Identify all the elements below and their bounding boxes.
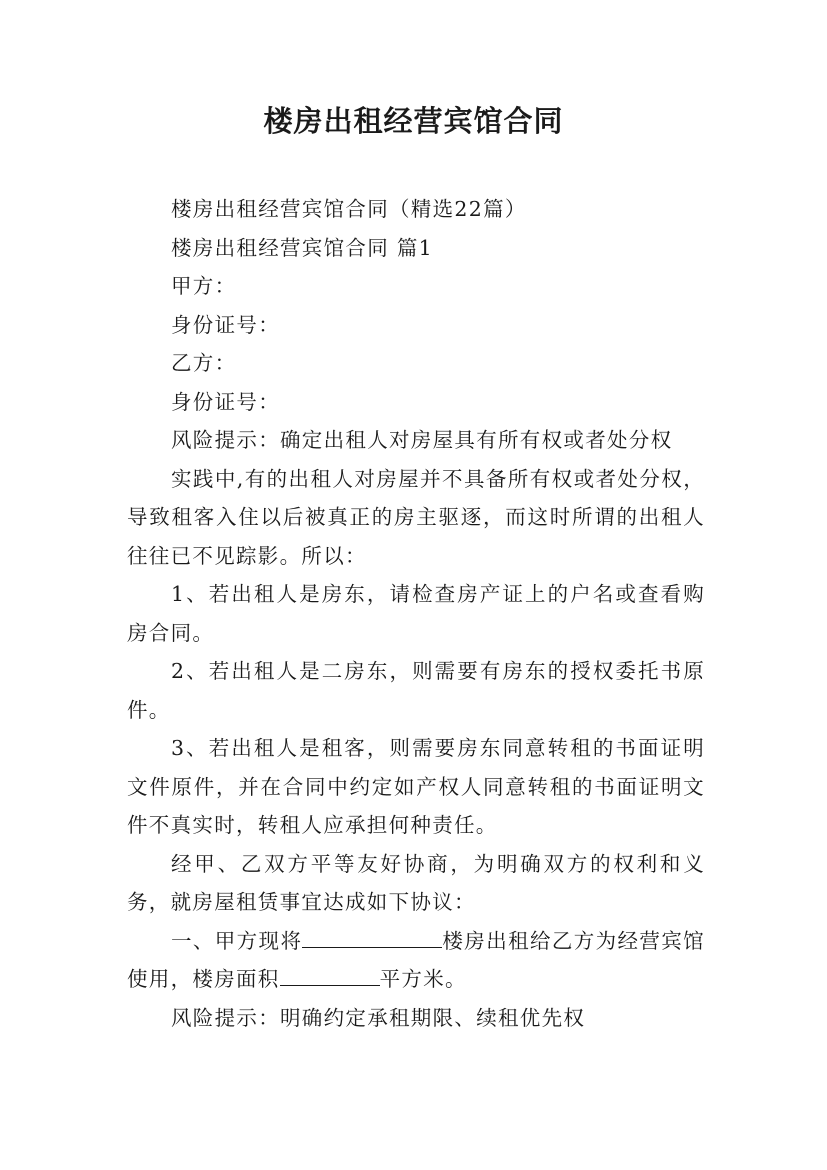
paragraph-party-b-id: 身份证号：: [171, 389, 280, 414]
building-area-blank: [280, 963, 380, 986]
paragraph-subtitle: 楼房出租经营宾馆合同（精选22篇）: [171, 197, 527, 221]
paragraph-item-1: 1、若出租人是房东，请检查房产证上的户名或查看购房合同。: [127, 582, 705, 645]
clause-one-text-2: 楼房出租给乙方为经营宾馆使用，楼房面积: [127, 928, 705, 991]
clause-one-text-3: 平方米。: [379, 967, 467, 991]
paragraph-section-heading: 楼房出租经营宾馆合同 篇1: [171, 235, 433, 260]
paragraph-risk-tip-ownership: 风险提示：确定出租人对房屋具有所有权或者处分权: [171, 428, 673, 452]
paragraph-risk-tip-term: 风险提示：明确约定承租期限、续租优先权: [171, 1005, 586, 1030]
clause-one-text-1: 一、甲方现将: [171, 928, 303, 953]
paragraph-agreement-intro: 经甲、乙双方平等友好协商，为明确双方的权利和义务，就房屋租赁事宜达成如下协议：: [127, 851, 705, 914]
paragraph-party-b: 乙方：: [171, 351, 237, 375]
paragraph-item-3: 3、若出租人是租客，则需要房东同意转租的书面证明文件原件，并在合同中约定如产权人同意转租的书面证明文件不真实时，转租人应承担何种责任。: [127, 736, 705, 837]
paragraph-party-a-id: 身份证号：: [171, 312, 280, 337]
document-title: 楼房出租经营宾馆合同: [263, 104, 564, 138]
paragraph-item-2: 2、若出租人是二房东，则需要有房东的授权委托书原件。: [127, 659, 705, 722]
building-location-blank: [302, 925, 442, 948]
paragraph-party-a: 甲方：: [171, 274, 237, 298]
paragraph-clause-one: [127, 922, 705, 999]
document-body: [127, 190, 705, 1037]
paragraph-practice-note: 实践中,有的出租人对房屋并不具备所有权或者处分权，导致租客入住以后被真正的房主驱逐，而这时所谓的出租人往往已不见踪影。所以：: [127, 466, 705, 568]
